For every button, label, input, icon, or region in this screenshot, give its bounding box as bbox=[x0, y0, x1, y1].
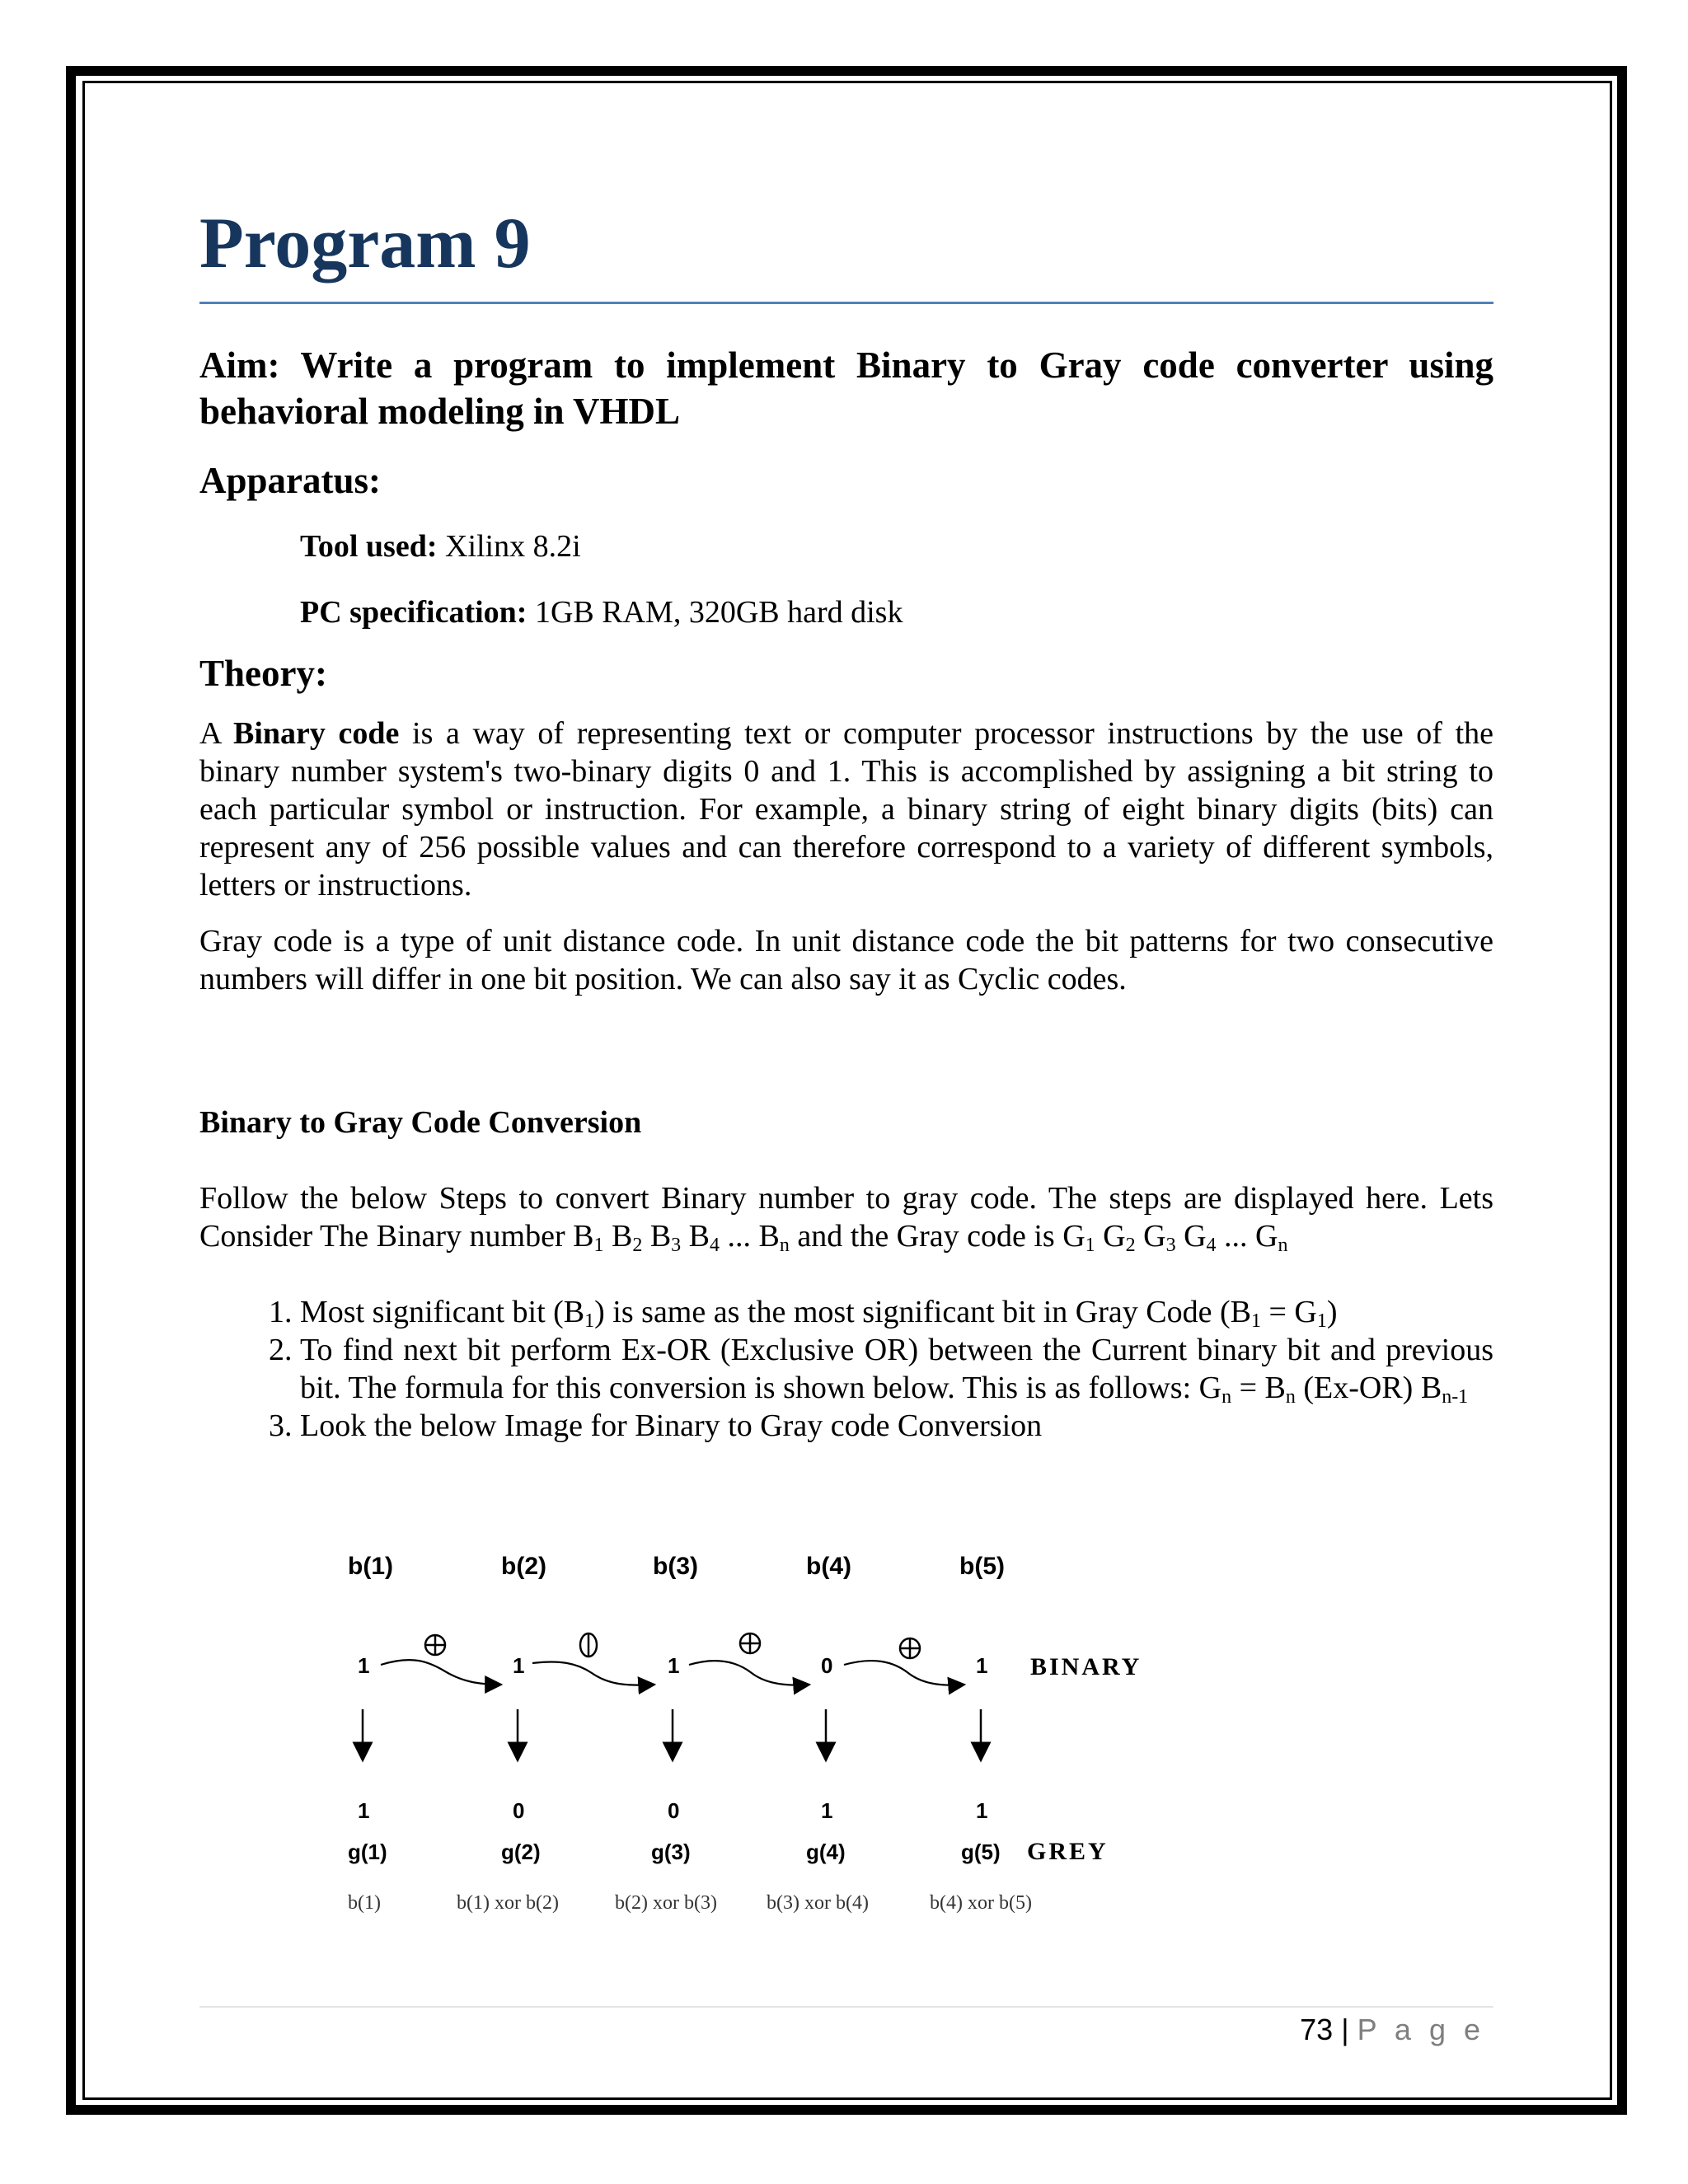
step2-b: = B bbox=[1231, 1371, 1286, 1405]
binary-row-label: BINARY bbox=[1030, 1653, 1142, 1680]
step1-d: ) bbox=[1326, 1295, 1338, 1329]
page-number: 73 bbox=[1300, 2013, 1334, 2046]
step1-b: ) is same as the most significant bit in Gray Code (B bbox=[594, 1295, 1251, 1329]
tool-used-label: Tool used: bbox=[300, 529, 438, 564]
binary-bit-3: 1 bbox=[668, 1653, 680, 1678]
binary-bit-2: 1 bbox=[513, 1653, 525, 1678]
top-label-3: b(3) bbox=[653, 1553, 698, 1580]
title-underline bbox=[199, 302, 1493, 304]
page-title: Program 9 bbox=[199, 204, 531, 284]
gray-bit-1: 1 bbox=[358, 1798, 370, 1823]
apparatus-heading: Apparatus: bbox=[199, 460, 382, 501]
binary-bit-4: 0 bbox=[821, 1653, 833, 1678]
xor-icon bbox=[425, 1635, 445, 1655]
step2-c: (Ex-OR) B bbox=[1295, 1371, 1442, 1405]
step1-c: = G bbox=[1260, 1295, 1317, 1329]
top-label-2: b(2) bbox=[501, 1553, 546, 1580]
step1-a: Most significant bit (B bbox=[300, 1295, 585, 1329]
binary-bit-5: 1 bbox=[976, 1653, 988, 1678]
tool-used-line bbox=[300, 527, 1493, 566]
theory-heading: Theory: bbox=[199, 653, 327, 694]
gray-label-5: g(5) bbox=[961, 1840, 1001, 1864]
top-label-5: b(5) bbox=[959, 1553, 1005, 1580]
gray-bit-2: 0 bbox=[513, 1798, 525, 1823]
gray-label-3: g(3) bbox=[651, 1840, 691, 1864]
xor-icon bbox=[900, 1638, 920, 1658]
theory-paragraph-1 bbox=[199, 715, 1493, 904]
gray-label-2: g(2) bbox=[501, 1840, 541, 1864]
gray-row-label: GREY bbox=[1027, 1838, 1109, 1865]
xor-icon bbox=[580, 1633, 597, 1657]
page-content bbox=[199, 198, 1493, 1445]
intro-text-2: and the Gray code is G bbox=[789, 1219, 1085, 1254]
intro-text-1: Follow the below Steps to convert Binary number to gray code. The steps are displayed here. Lets Consider The Binary number B bbox=[199, 1181, 1493, 1254]
aim-statement: Aim: Write a program to implement Binary to Gray code converter using behavioral modeling in VHDL bbox=[199, 344, 1493, 432]
conversion-heading: Binary to Gray Code Conversion bbox=[199, 1105, 642, 1140]
top-label-4: b(4) bbox=[806, 1553, 851, 1580]
formula-1: b(1) bbox=[348, 1892, 381, 1914]
pc-spec-line bbox=[300, 593, 1493, 632]
top-label-1: b(1) bbox=[348, 1553, 393, 1580]
formula-4: b(3) xor b(4) bbox=[767, 1892, 869, 1914]
xor-icon bbox=[740, 1633, 760, 1653]
formula-5: b(4) xor b(5) bbox=[930, 1892, 1032, 1914]
binary-bit-1: 1 bbox=[358, 1653, 370, 1678]
page-footer bbox=[1300, 2013, 1485, 2047]
gray-bit-5: 1 bbox=[976, 1798, 988, 1823]
page-word: P a g e bbox=[1357, 2013, 1485, 2046]
conversion-intro: Follow the below Steps to convert Binary number to gray code. The steps are displayed here. Lets Consider The Binary number $B_1$ $B_2$ $B_3$ $B_4$ ... $B_n$ and the Gray code is $G_1$ $G_2$ $G_3$ $G_4$ ... $G_n$ bbox=[199, 1181, 1493, 1256]
binary-to-gray-diagram bbox=[330, 1540, 1187, 1935]
theory-p1-body: is a way of representing text or computer processor instructions by the use of the binary number system's two-binary digits 0 and 1. This is accomplished by assigning a bit string to each particular symbol or instruction. For example, a binary string of eight binary digits (bits) can represent any of 256 possible values and can therefore correspond to a variety of different symbols, letters or instructions. bbox=[199, 716, 1493, 902]
formula-3: b(2) xor b(3) bbox=[615, 1892, 717, 1914]
step-3: 3. Look the below Image for Binary to Gray code Conversion bbox=[300, 1407, 1493, 1445]
binary-code-term: Binary code bbox=[232, 716, 400, 751]
gray-bit-3: 0 bbox=[668, 1798, 680, 1823]
gray-label-1: g(1) bbox=[348, 1840, 387, 1864]
theory-paragraph-2: Gray code is a type of unit distance code. In unit distance code the bit patterns for two consecutive numbers will differ in one bit position. We can also say it as Cyclic codes. bbox=[199, 924, 1493, 996]
pc-spec-value: 1GB RAM, 320GB hard disk bbox=[534, 595, 903, 630]
step2-a: To find next bit perform Ex-OR (Exclusive OR) between the Current binary bit and previous bit. The formula for this conversion is shown below. This is as follows: G bbox=[300, 1333, 1493, 1405]
footer-separator: | bbox=[1341, 2013, 1349, 2046]
step-1: 1. Most significant bit $(B_1)$ is same as the most significant bit in Gray Code $(B_1 = G_1)$ bbox=[300, 1293, 1493, 1331]
pc-spec-label: PC specification: bbox=[300, 595, 528, 630]
gray-bit-4: 1 bbox=[821, 1798, 833, 1823]
conversion-steps bbox=[199, 1293, 1493, 1445]
footer-rule bbox=[199, 2006, 1493, 2008]
formula-2: b(1) xor b(2) bbox=[457, 1892, 559, 1914]
down-arrows bbox=[363, 1709, 981, 1760]
tool-used-value: Xilinx 8.2i bbox=[445, 529, 581, 564]
theory-p1-lead: A bbox=[199, 716, 233, 751]
step-2: 2. To find next bit perform Ex-OR (Exclusive OR) between the Current binary bit and previous bit. The formula for this conversion is shown below. This is as follows: $G_n = B_n$ (Ex-OR) $B_{n-1}$ bbox=[300, 1331, 1493, 1407]
gray-label-4: g(4) bbox=[806, 1840, 846, 1864]
